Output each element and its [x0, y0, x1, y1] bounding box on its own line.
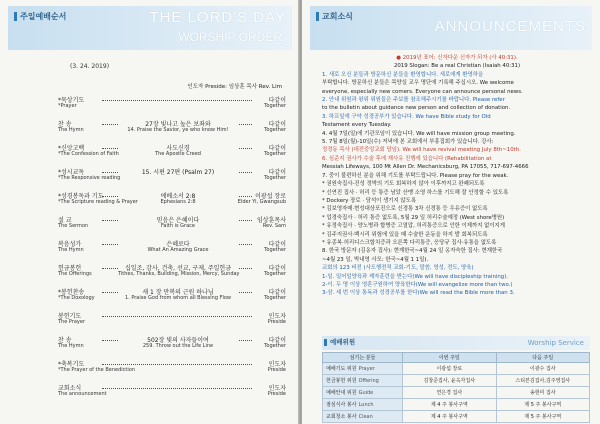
announcement-line: ~4월 23 일, 박내영 사모: 한국~4월 1 1일).	[322, 256, 429, 263]
this-week-cell: 연은경 집사	[403, 387, 496, 399]
announcement-line: 정경동 목사 (대전중앙교회 담임). We will have revival meeting July 8th~10th.	[322, 147, 521, 154]
next-week-cell: 스티븐김집사,김주영집사	[496, 375, 589, 387]
item-role-english: Together	[264, 127, 286, 133]
duty-label: 예배기도 위원	[326, 366, 357, 372]
announcement-line: * 업경숙집사 · 허리 통증 없도록, 5월 29 일 허리수술예정 (West shore병원)	[322, 214, 505, 221]
order-item	[58, 359, 286, 383]
column-header: 섬기는 분들	[323, 353, 403, 363]
item-role-english: Together	[264, 271, 286, 277]
item-role-english: Together	[264, 343, 286, 349]
item-role: 다같이	[268, 145, 286, 152]
item-role-english: Rev. Sam	[262, 223, 286, 229]
announcement-line: 2-이. 두 명 이상 영혼구원하여 양육한다(We will evangelize more than two.)	[322, 281, 513, 288]
item-title-english: The Hymn	[58, 247, 84, 253]
item-role-english: Together	[264, 247, 286, 253]
duty-label: 점심식사 봉사	[326, 402, 357, 408]
duty-table	[322, 352, 590, 423]
preside-line: 인도자 Preside: 임상훈 목사 Rev. Lim	[187, 84, 282, 90]
this-week-cell: 이광섭 장로	[403, 363, 496, 375]
item-title-english: The Prayer	[58, 319, 86, 325]
item-content: 에베소서 2:8	[118, 191, 238, 200]
item-content-english: The Apostle Creed	[155, 151, 201, 157]
announcement-line: * 유종복·허리디스크합치증과 오른쪽 다리통증, 응당규 집사·유통을 없도록	[322, 239, 497, 246]
item-role-english: Together	[264, 295, 286, 301]
item-content: 사도신경	[118, 143, 238, 152]
table-row	[323, 399, 590, 411]
service-date: (3. 24. 2019)	[70, 63, 110, 70]
table-row	[323, 411, 590, 423]
item-title: *성시교독	[58, 169, 85, 176]
announcement-line: 2. 안내 위원과 왕위 위원들은 주보를 참조해주시기를 바랍니다. Please refer	[322, 97, 505, 104]
item-content: 믿음은 은혜이다	[118, 215, 238, 224]
column-header: 이번 주일	[403, 353, 496, 363]
item-title: 찬 송	[58, 121, 72, 128]
item-title: 복음성가	[58, 241, 82, 248]
item-role-english: Preside	[267, 367, 286, 373]
announcement-line: * Dockery 장로 · 담석이 생기지 않도록	[322, 197, 417, 204]
duty-label-english: Guide	[358, 390, 374, 396]
announcement-line: 2019 Slogan: Be a real Christian (Isaiah 40:31)	[393, 63, 521, 70]
item-title-english: The Hymn	[58, 127, 84, 133]
item-title-english: The announcement	[58, 391, 107, 397]
item-title: *신앙고백	[58, 145, 85, 152]
item-role: 다같이	[268, 337, 286, 344]
order-item	[58, 215, 286, 239]
section-label: 예배위원	[324, 339, 355, 346]
announcement-line: * 권원숙집사-진성 정박의 기도 회복하지 않아 이후까지고 완쾌되도록	[322, 181, 485, 188]
next-week-cell: 제 5 주 봉사구역	[496, 411, 589, 423]
worship-header-band	[8, 6, 292, 50]
item-title-english: *The Scripture reading & Prayer	[58, 199, 138, 205]
announcement-line: Messiah Lifeways, 100 Mt Allen Dr. Mechanicsburg, PA 17055, 717-697-4666	[322, 164, 529, 171]
item-content-english: What An Amazing Grace	[147, 247, 209, 253]
item-title-english: *The Responsive reading	[58, 175, 121, 181]
table-row	[323, 387, 590, 399]
order-item	[58, 287, 286, 311]
announcement-line: 3-삼. 세 번 이상 통독과 성경공부를 한다(We will read the Bible more than 3.	[322, 290, 515, 297]
announcement-line: * 유정숙집사 · 양노병과 합병증 고열압, 허리통증으로 인한 이제까지 없이지게	[322, 223, 505, 230]
announcement-line: 6. 심준지 권사가 수술 후에 재사유 진행에 있습니다 (Rehabilitation at	[322, 155, 492, 162]
item-content-english: 259. Throw out the Life Line	[142, 343, 214, 349]
dotted-leader	[102, 388, 252, 389]
duty-label-english: Offering	[358, 378, 379, 384]
item-title-english: The Sermon	[58, 223, 89, 229]
announcement-line: Testament every Tuesday.	[322, 122, 392, 129]
duty-label: 교회청소 봉사	[326, 414, 357, 420]
item-content-english: Tithes, Thanks, Building, Mission, Mercy, Sunday	[118, 271, 240, 277]
item-title-english: *The Doxology	[58, 295, 95, 301]
announcement-line: 부탁합니다. 방문하신 분들은 목양실 교우 명단에 기록해 주십시오. We welcome	[322, 80, 514, 87]
item-content-english: Faith is Grace	[161, 223, 195, 229]
section-label: 교회소식	[316, 12, 353, 21]
item-content-english: 14. Praise the Savior, ye who know Him!	[127, 127, 229, 133]
item-role-english: Preside	[267, 319, 286, 325]
duty-label-cell	[323, 387, 403, 399]
next-week-cell: 송현미 집사	[496, 387, 589, 399]
item-role: 다같이	[268, 169, 286, 176]
order-item	[58, 263, 286, 287]
item-content: 15. 시편 27편 (Psalm 27)	[118, 167, 238, 176]
item-content: 은혜로다	[118, 239, 238, 248]
dotted-leader	[102, 316, 252, 317]
order-item	[58, 143, 286, 167]
announcement-line: everyone, especially new comers. Everyone can announce personal news.	[322, 88, 523, 95]
announcement-line: * 김주지권사·백시리 위험에 있을 때 수술한 운동을 하지 발 회복되도록	[322, 231, 488, 238]
announcements-page	[302, 0, 600, 424]
duty-label: 헌금봉헌 위원	[326, 378, 357, 384]
announcements-header-band	[310, 6, 592, 50]
duty-label-english: Clean	[358, 414, 373, 420]
duty-label-cell	[323, 399, 403, 411]
order-item	[58, 335, 286, 359]
order-item	[58, 311, 286, 335]
item-title-english: The Hymn	[58, 343, 84, 349]
item-content-english: Ephesians 2:8	[160, 199, 196, 205]
item-title: 봉헌기도	[58, 313, 82, 320]
this-week-cell: 제 4 주 봉사구역	[403, 411, 496, 423]
item-role: 인도자	[268, 361, 286, 368]
announcement-line: 1-일. 일어일양육과 제자훈련을 받는다(We will have discipleship training).	[322, 273, 509, 280]
announcement-line: ● 2019년 표어: 신자다운 신자가 되자 (사 40:31).	[396, 55, 518, 61]
item-title: 교회소식	[58, 385, 82, 392]
announcement-line: to the bulletin about guidance new person and collection of donation.	[322, 105, 511, 112]
item-role-english: Together	[264, 175, 286, 181]
item-role-english: Together	[264, 103, 286, 109]
item-title: 설 교	[58, 217, 72, 224]
item-title-english: *Prayer	[58, 103, 77, 109]
order-item	[58, 167, 286, 191]
this-week-cell: 제 4 주 봉사구역	[403, 399, 496, 411]
table-row	[323, 375, 590, 387]
item-role-english: Preside	[267, 391, 286, 397]
item-role: 임상훈목사	[257, 217, 286, 224]
item-role: 이광섭 장로	[255, 193, 286, 200]
announcement-line: 5. 7월 8일(월)-10일(수) 저녁에 본 교회에서 부흥집회가 있습니다. 강사:	[322, 139, 494, 146]
duty-label: 예배안내 위원	[326, 390, 357, 396]
dotted-leader	[102, 100, 252, 101]
item-title-english: *The Confession of Faith	[58, 151, 119, 157]
item-content: 새 1 장 만복의 근원 하나님	[118, 287, 238, 296]
order-list	[58, 95, 286, 407]
item-title: *봉헌찬송	[58, 289, 85, 296]
order-item	[58, 95, 286, 119]
item-role: 다같이	[268, 97, 286, 104]
next-week-cell: 제 5 주 봉사구역	[496, 399, 589, 411]
item-content-english: 1. Praise God from whom all Blessing Flow	[124, 295, 232, 301]
page-title: THE LORD'S DAY	[149, 9, 286, 26]
this-week-cell: 김창준집사, 윤옥자집사	[403, 375, 496, 387]
item-content: 27장 빛나고 높은 보좌와	[118, 119, 238, 128]
item-title: *성경봉독과 기도	[58, 193, 104, 200]
worship-service-band	[322, 336, 590, 350]
announcement-line: 4. 4월 7일(일)에 기관모임이 있습니다. We will have mission group meeting.	[322, 130, 516, 137]
duty-label-english: Lunch	[358, 402, 374, 408]
announcement-line: 3. 하프잎에 구약 성경공부가 있습니다. We have Bible study for Old	[322, 113, 491, 120]
item-role: 다같이	[268, 121, 286, 128]
worship-service-title: Worship Service	[527, 339, 584, 347]
announcement-line: 7. 중이 불편하신 분을 위해 기도를 부탁드립니다. Please pray for the weak.	[322, 172, 509, 179]
announcement-line: * 김보영자매·현성대상포진으로 신경통 3차 신경통 등 우유증이 없도록	[322, 206, 488, 213]
item-content: 십일조, 감사, 건축, 선교, 구제, 주일헌금	[118, 263, 238, 272]
announcement-line: 8. 한국 방문자 (김옹자 집사): 현재한국~4월 24 일 옹자숙한 집사: 현재한국	[322, 248, 503, 255]
item-role: 인도자	[268, 313, 286, 320]
dotted-leader	[102, 364, 252, 365]
section-label: 주일예배순서	[14, 12, 66, 21]
page-subtitle: WORSHIP ORDER	[178, 30, 282, 44]
item-title: 찬 송	[58, 337, 72, 344]
duty-label-cell	[323, 363, 403, 375]
item-title: 헌금봉헌	[58, 265, 82, 272]
announcement-list	[322, 54, 592, 298]
duty-label-english: Prayer	[358, 366, 375, 372]
item-title-english: *The Prayer of the Benediction	[58, 367, 135, 373]
item-title: *묵상기도	[58, 97, 85, 104]
order-item	[58, 119, 286, 143]
order-item	[58, 191, 286, 215]
item-role: 다같이	[268, 289, 286, 296]
item-content: 502장 빛의 사자들이여	[118, 335, 238, 344]
order-item	[58, 239, 286, 263]
table-row	[323, 363, 590, 375]
item-role-english: Elder Yi, Gwangsub	[237, 199, 286, 205]
item-title-english: The Offerings	[58, 271, 92, 277]
order-item	[58, 383, 286, 407]
table-header-row	[323, 353, 590, 363]
page-title: ANNOUNCEMENTS	[434, 18, 586, 35]
item-role: 다같이	[268, 265, 286, 272]
announcement-line: 교회의 123 비전 (사도행전적 교회-기도, 말씀, 영성, 전도, 양육)	[322, 265, 474, 272]
duty-label-cell	[323, 411, 403, 423]
announcement-line: 1. 새로 오신 분들과 방문하신 분들을 환영합니다. 새로에게 환영하을	[322, 71, 484, 78]
announcement-line: * 신연진 집사 · 허리 등 통증 남았 산맹 소영 하스를 기도해 잘 안정할 수 있도록	[322, 189, 509, 196]
next-week-cell: 이광수 집사	[496, 363, 589, 375]
item-title: *축복기도	[58, 361, 85, 368]
item-role: 인도자	[268, 385, 286, 392]
column-header: 다음 주일	[496, 353, 589, 363]
duty-label-cell	[323, 375, 403, 387]
item-role-english: Together	[264, 151, 286, 157]
item-role: 다같이	[268, 241, 286, 248]
